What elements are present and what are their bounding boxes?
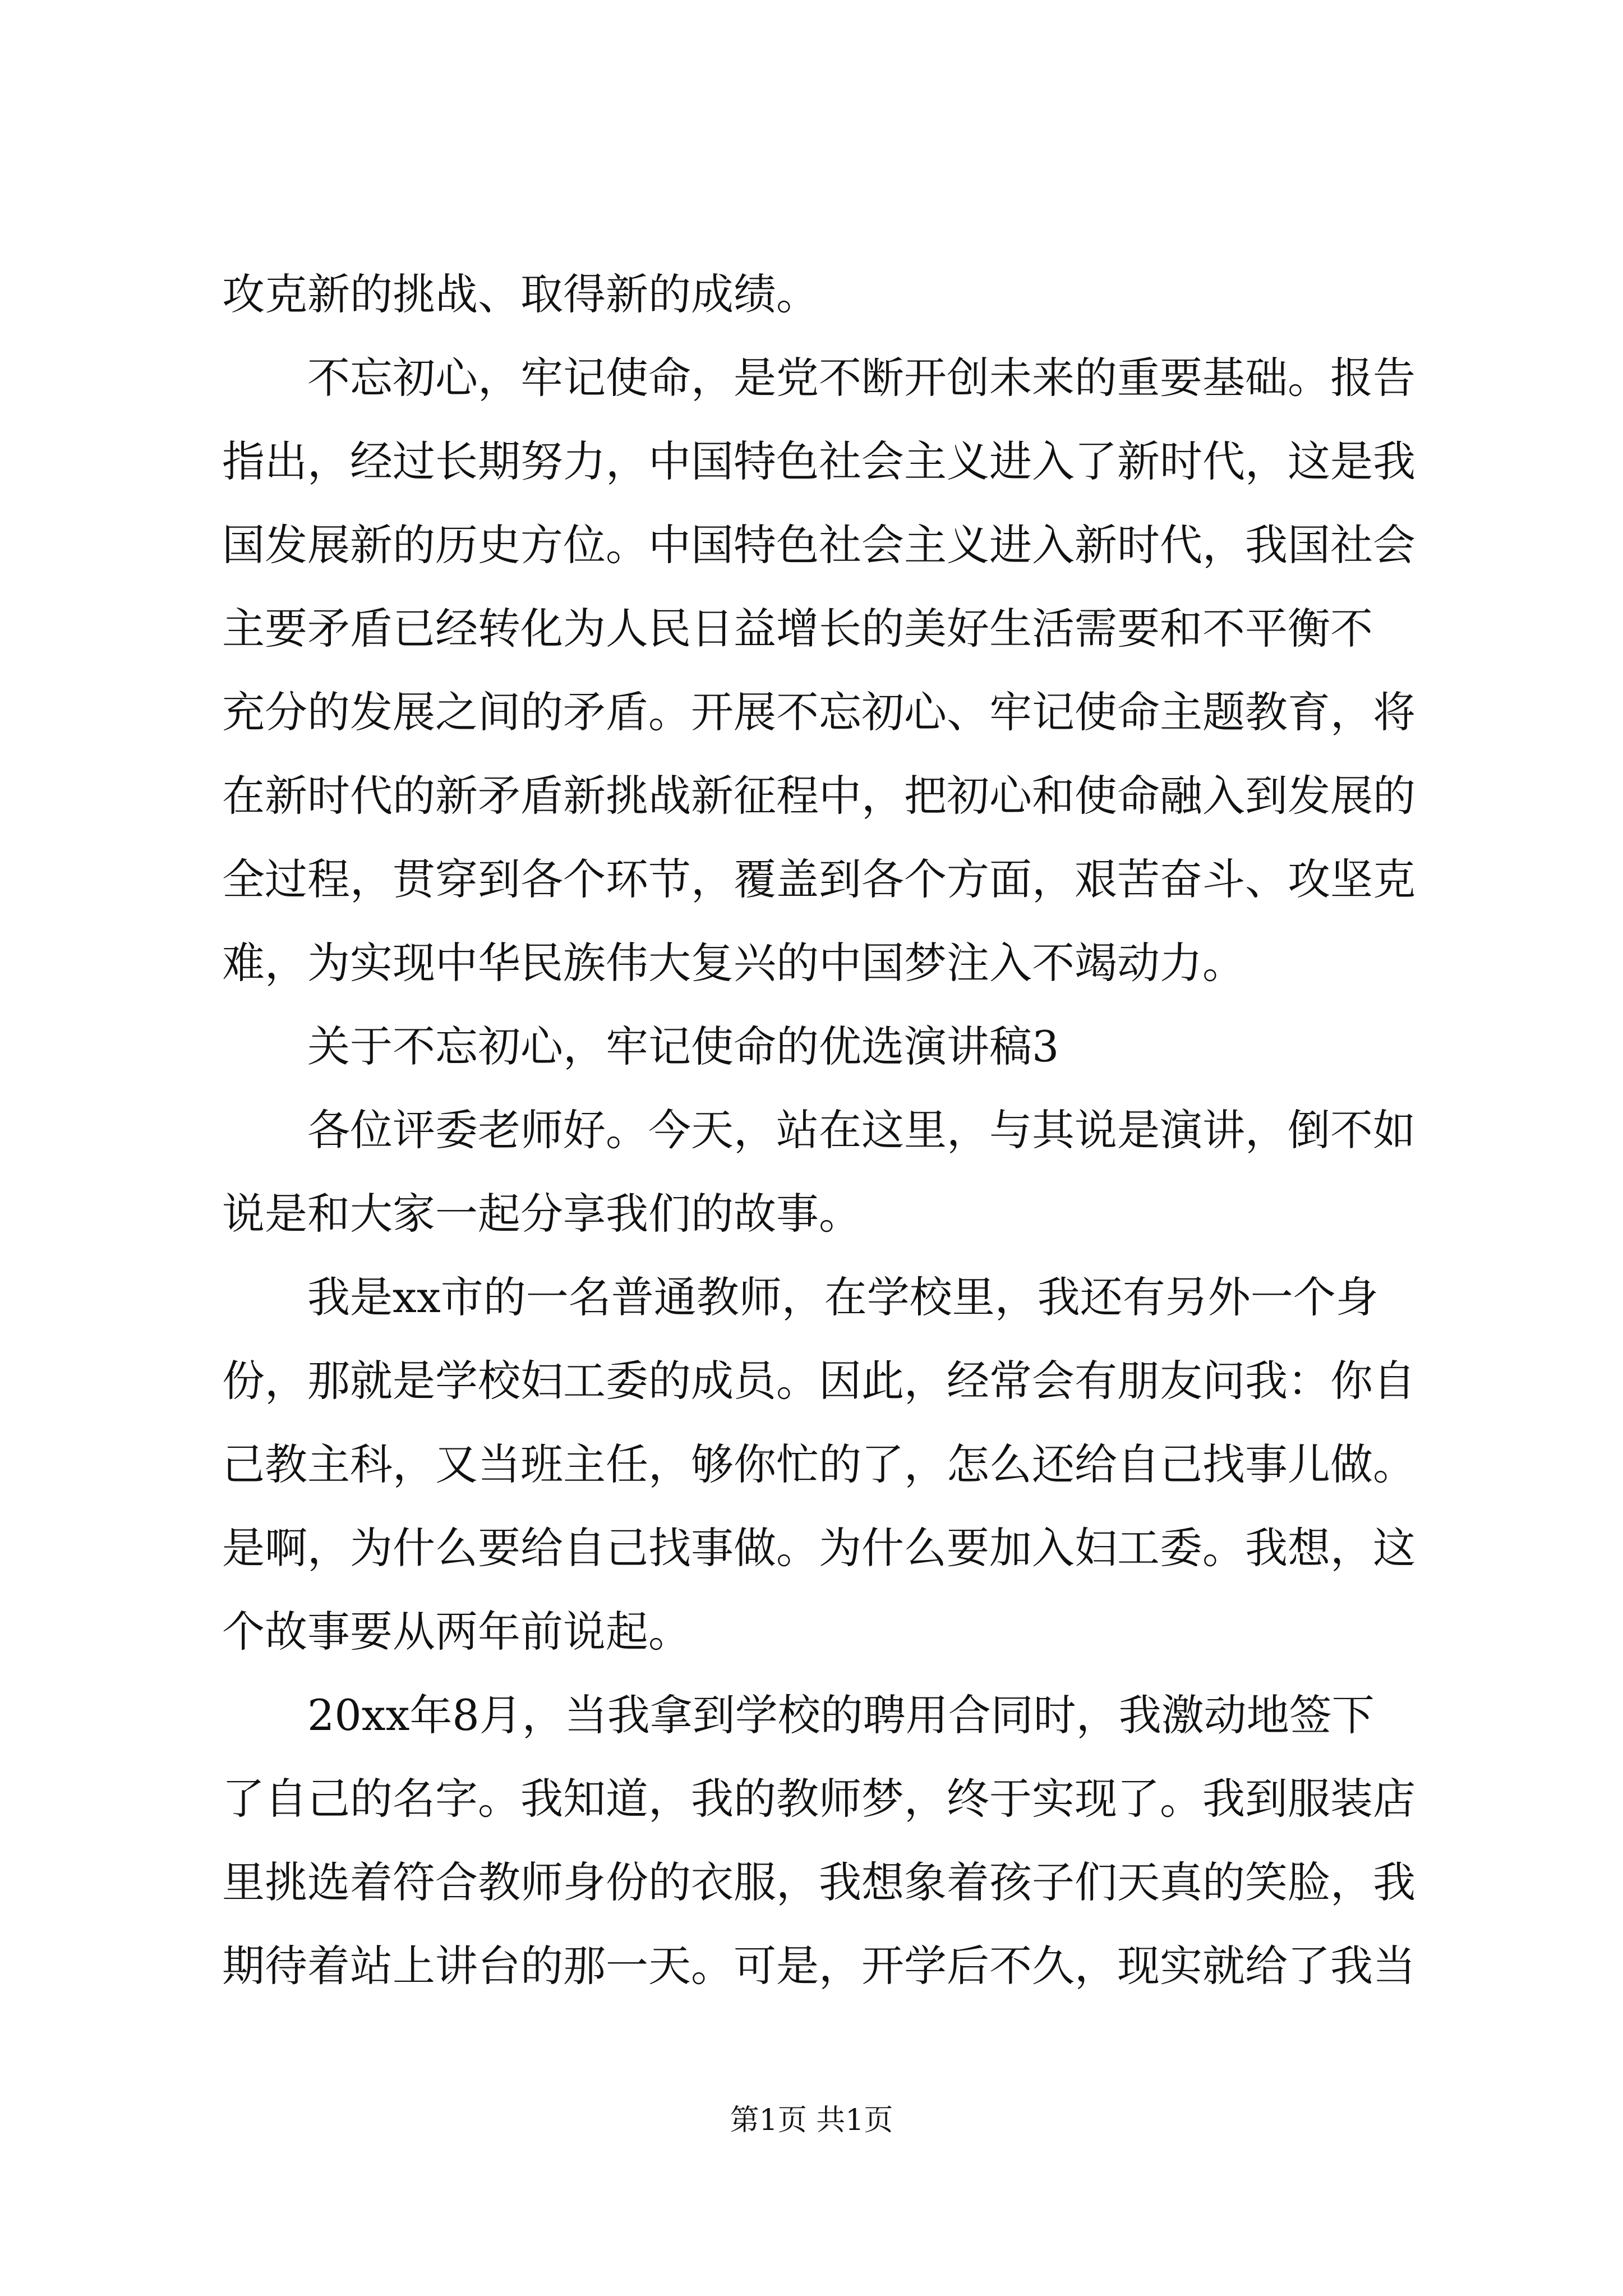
text-line: 攻克新的挑战、取得新的成绩。: [222, 269, 819, 319]
paragraph-start-line: 各位评委老师好。今天，站在这里，与其说是演讲，倒不如: [307, 1105, 1415, 1155]
text-line: 难，为实现中华民族伟大复兴的中国梦注入不竭动力。: [222, 938, 1245, 988]
text-line: 全过程，贯穿到各个环节，覆盖到各个方面，艰苦奋斗、攻坚克: [222, 854, 1415, 904]
section-heading: 关于不忘初心，牢记使命的优选演讲稿3: [307, 1022, 1059, 1071]
page-footer: 第1页 共1页: [730, 2104, 893, 2137]
text-line: 国发展新的历史方位。中国特色社会主义进入新时代，我国社会: [222, 520, 1415, 570]
text-line: 是啊，为什么要给自己找事做。为什么要加入妇工委。我想，这: [222, 1523, 1415, 1573]
text-line: 个故事要从两年前说起。: [222, 1607, 691, 1657]
text-line: 主要矛盾已经转化为人民日益增长的美好生活需要和不平衡不: [222, 604, 1373, 654]
text-line: 指出，经过长期努力，中国特色社会主义进入了新时代，这是我: [222, 436, 1415, 486]
text-line: 在新时代的新矛盾新挑战新征程中，把初心和使命融入到发展的: [222, 771, 1415, 821]
text-line: 充分的发展之间的矛盾。开展不忘初心、牢记使命主题教育，将: [222, 687, 1415, 737]
text-line: 份，那就是学校妇工委的成员。因此，经常会有朋友问我：你自: [222, 1356, 1415, 1406]
text-line: 说是和大家一起分享我们的故事。: [222, 1189, 861, 1239]
text-line: 期待着站上讲台的那一天。可是，开学后不久，现实就给了我当: [222, 1941, 1415, 1991]
text-line: 己教主科，又当班主任，够你忙的了，怎么还给自己找事儿做。: [222, 1439, 1415, 1489]
paragraph-start-line: 我是xx市的一名普通教师，在学校里，我还有另外一个身: [307, 1272, 1378, 1322]
paragraph-start-line: 20xx年8月，当我拿到学校的聘用合同时，我激动地签下: [307, 1690, 1375, 1740]
text-line: 里挑选着符合教师身份的衣服，我想象着孩子们天真的笑脸，我: [222, 1857, 1415, 1907]
paragraph-start-line: 不忘初心，牢记使命，是党不断开创未来的重要基础。报告: [307, 353, 1415, 403]
body-text: [222, 252, 1433, 2008]
text-line: 了自己的名字。我知道，我的教师梦，终于实现了。我到服装店: [222, 1774, 1415, 1824]
